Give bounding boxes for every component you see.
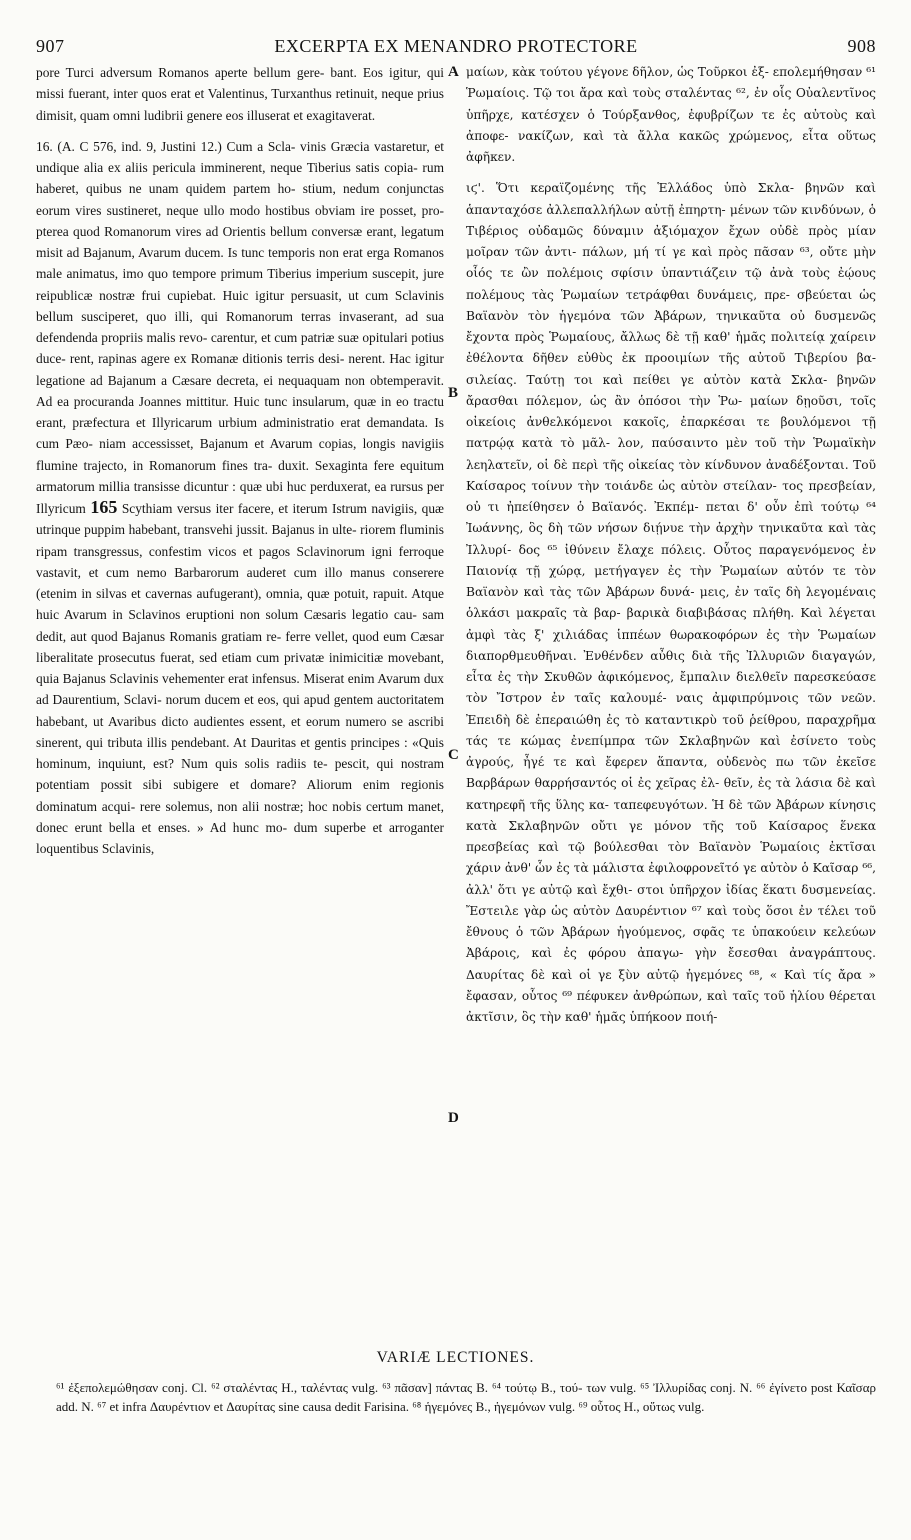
latin-paragraph-2-part-b: Scythiam versus iter facere, et iterum Istrum navigiis, quæ utrinque puppim habebant, transvehi jussit. Bajanus in ulte- riorem fluminis ripam transgressus, confestim vicos et pagos Sclavinorum igni ferroque vastavit, et cum nemo Barbarorum auderet cum illo manus conserere (etenim in silvas et cavernas aufugerant), omnia, quæ potuit, rapuit. Atque huic Avarum in Sclavinos eruptioni non solum Cæsaris legatio cau- sam dedit, aut quod Bajanus Romanis gratiam re- ferre vellet, quod eum Cæsar liberalitate prosecutus fuerat, sed etiam cum privatæ inimicitiæ movebant, quia Bajanus Sclavinis vehementer erat infensus. Miserat enim Avarum dux ad Daurentium, Sclavi- norum ducem et eos, qui apud gentem auctoritatem habebant, ut Avaribus dicto audientes essent, et eorum numero se ascribi sinerent, qui tributa illis pendebant. At Dauritas et gentis principes : «Quis hominum, inquiunt, est? Num quis solis radiis te- pescit, qui nostram potentiam possit sibi subigere et domare? Aliorum enim regionis dominatum acqui- rere solemus, non alii nostræ; hoc nobis certum manet, donec erunt bella et enses. » Ad hunc mo- dum superbe et arroganter loquentibus Sclavinis, xyxy=(36,501,444,856)
greek-column xyxy=(466,62,876,1028)
right-page-number: 908 xyxy=(847,36,876,56)
running-title: EXCERPTA EX MENANDRO PROTECTORE xyxy=(274,36,638,56)
marker-b: B xyxy=(448,385,459,401)
latin-paragraph-1: pore Turci adversum Romanos aperte bellum gere- bant. Eos igitur, qui missi fuerant, inter quos erat et Valentinus, Turxanthus retinuit, neque prius dimisit, quam omni ludibrii genere eos illuserat et exagitaverat. xyxy=(36,65,444,123)
running-header xyxy=(36,36,876,60)
marker-c: C xyxy=(448,747,459,763)
variant-readings-notes: ⁶¹ ἐξεπολεμώθησαν conj. Cl. ⁶² σταλέντας H., ταλέντας vulg. ⁶³ πᾶσαν] πάντας B. ⁶⁴ τούτῳ B., τού- των vulg. ⁶⁵ Ἰλλυρίδας conj. N. ⁶⁶ ἐγίνετο post Καῖσαρ add. N. ⁶⁷ et infra Δαυρέντιον et Δαυρίτας sine causa dedit Farisina. ⁶⁸ ἡγεμόνες B., ἡγεμόνων vulg. ⁶⁹ οὗτος H., οὕτως vulg. xyxy=(56,1380,876,1414)
latin-paragraph-2 xyxy=(36,136,444,860)
latin-paragraph-2-part-a: 16. (A. C 576, ind. 9, Justini 12.) Cum a Scla- vinis Græcia vastaretur, et undique alia ex aliis pericula imminerent, neque Tiberius satis copia- rum haberet, quibus ne unam quidem partem ho- stium, nedum conjunctas eorum vires sustineret, neque ullo modo hostibus obviam ire posset, pro- pterea quod Romanorum vires ad Orientis bellum conversæ erant, legatum misit ad Bajanum, Avarum ducem. Is tunc temporis non erat erga Romanos male animatus, imo quo tempore primum Tiberius imperium suscepit, jure reipublicæ nostræ frui cupiebat. Huic igitur persuasit, ut cum Sclavinis bellum susciperet, quo illi, qui Romanorum terras invaserant, ad sua defendenda propriis malis revo- carentur, et cum patriæ suæ opitulari potius duce- rent, rapinas agere ex Romanæ ditionis terris desi- nerent. Hac igitur legatione ad Bajanum a Cæsare decreta, ei nequaquam non obtemperavit. Ad ea procuranda Joannes mittitur. Huic tunc insularum, quæ in eo tractu erant, præfectura et Illyricarum urbium administratio erat demandata. Is cum Pæo- niam accessisset, Bajanum et Avarum copias, longis navigiis flumine trajecto, in Romanorum fines tra- duxit. Sexaginta fere equitum armatorum millia transisse dicuntur : quæ ubi huc perduxerat, ea rursus per Illyricum xyxy=(36,138,444,516)
marker-a: A xyxy=(448,64,459,80)
inline-page-number: 165 xyxy=(90,497,118,517)
variae-lectiones-title: VARIÆ LECTIONES. xyxy=(376,1349,535,1366)
marker-d: D xyxy=(448,1110,459,1126)
greek-paragraph-2: ιϛ'. Ὅτι κεραϊζομένης τῆς Ἑλλάδος ὑπὸ Σκλα- βηνῶν καὶ ἁπανταχόσε ἀλλεπαλλήλων αὐτῇ ἐπηρτη- μένων τῶν κινδύνων, ὁ Τιβέριος οὐδαμῶς δύναμιν ἀξιόμαχον ἔχων οὐδὲ πρὸς μίαν μοῖραν τῶν ἀντι- πάλων, μή τί γε καὶ πρὸς πᾶσαν ⁶³, οὔτε μὴν οἷός τε ὢν πολέμοις σφίσιν ὑπαντιάζειν τῷ ἀνὰ τοὺς ἐῴους πολέμους τὰς Ῥωμαίων τετράφθαι δυνάμεις, πρε- σβεύεται ὡς Βαϊανὸν τὸν ἡγεμόνα τῶν Ἀβάρων, τηνικαῦτα οὐ δυσμενῶς ἔχοντα πρὸς Ῥωμαίους, ἄλλως δὲ τῇ καθ' ἡμᾶς πολιτείᾳ χαίρειν ἐθέλοντα δῆθεν εὐθὺς ἐκ προοιμίων τῆς αὐτοῦ Τιβερίου βα- σιλείας. Ταύτῃ τοι καὶ πείθει γε αὐτὸν κατὰ Σκλα- βηνῶν ἄρασθαι πόλεμον, ὡς ἂν ὁπόσοι τὴν Ῥω- μαίων δῃοῦσι, τοῖς οἰκείοις ἀνθελκόμενοι κακοῖς, ἐπαρκέσαι τε βουλόμενοι τῇ πατρῴᾳ κατὰ τὸ μᾶλ- λον, παύσαιντο μὲν τοῦ τὴν Ῥωμαϊκὴν λεηλατεῖν, οἱ δὲ περὶ τῆς οἰκείας τὸν κίνδυνον ἀναδέξονται. Τοῦ Καίσαρος τοίνυν τὴν τοιάνδε ὡς αὐτὸν στείλαν- τος πρεσβείαν, οὐ τι ἠπείθησεν ὁ Βαϊανός. Ἐκπέμ- πεται δ' οὖν ἐπὶ τούτῳ ⁶⁴ Ἰωάννης, ὃς δὴ τῶν νήσων διῄνυε τὴν ἀρχὴν τηνικαῦτα καὶ τὰς Ἰλλυρί- δος ⁶⁵ ἰθύνειν ἔλαχε πόλεις. Οὗτος παραγενόμενος ἐν Παιονίᾳ τῇ χώρᾳ, μετήγαγεν ἐς τὴν Ῥωμαίων αὐτόν τε τὸν Βαϊανὸν καὶ τὰς τῶν Ἀβάρων δυνά- μεις, ἐν ταῖς δὴ λεγομέναις ὁλκάσι μακραῖς τὰ βαρ- βαρικὰ διαβιβάσας πλήθη. Καὶ λέγεται ἀμφὶ τὰς ξ' χιλιάδας ἱππέων θωρακοφόρων ἐς τὴν Ῥωμαίων διαπορθμευθῆναι. Ἐνθένδεν αὖθις διὰ τῆς Ἰλλυριῶν διαγαγών, εἶτα ἐς τὴν Σκυθῶν ἀφικόμενος, ἔμπαλιν διελθεῖν παρεσκεύασε τὸν Ἴστρον ἐν ταῖς καλουμέ- ναις ἀμφιπρύμνοις τῶν νεῶν. Ἐπειδὴ δὲ ἐπεραιώθη ἐς τὸ καταντικρὺ τοῦ ῥείθρου, παραχρῆμα τάς τε κώμας ἐνεπίμπρα τῶν Σκλαβηνῶν καὶ ἐσίνετο τοὺς ἀγρούς, ἦγέ τε καὶ ἔφερεν ἅπαντα, οὐδενὸς πω τῶν ἐκεῖσε Βαρβάρων θαρρήσαντός οἱ ἐς χεῖρας ἐλ- θεῖν, ἐς τὰ λάσια δὲ καὶ κατηρεφῆ τῆς ὕλης κα- ταπεφευγότων. Ἡ δὲ τῶν Ἀβάρων κίνησις κατὰ Σκλαβηνῶν οὔτι γε μόνον τῆς τοῦ Καίσαρος ἕνεκα πρεσβείας καὶ τῷ βούλεσθαι τὸν Βαϊανὸν Ῥωμαίοις ἐκτῖσαι χάριν ἀνθ' ὧν ἐς τὰ μάλιστα ἐφιλοφρονεῖτό γε αὐτὸν ὁ Καῖσαρ ⁶⁶, ἀλλ' ὅτι γε αὐτῷ καὶ ἔχθι- στοι ὑπῆρχον ἰδίας ἕκατι δυσμενείας. Ἔστειλε γὰρ ὡς αὐτὸν Δαυρέντιον ⁶⁷ καὶ τοὺς ὅσοι ἐν τέλει τοῦ ἔθνους ὁ τῶν Ἀβάρων ἡγούμενος, σφᾶς τε ὑπακούειν κελεύων Ἀβάροις, καὶ ἐς φόρου ἀπαγω- γὴν ἔσεσθαι ἀναγράπτους. Δαυρίτας δὲ καὶ οἱ γε ξὺν αὐτῷ ἡγεμόνες ⁶⁸, « Καὶ τίς ἄρα » ἔφασαν, οὗτος ⁶⁹ πέφυκεν ἀνθρώπων, καὶ ταῖς τοῦ ἡλίου θέρεται ἀκτῖσιν, ὃς τὴν καθ' ἡμᾶς ὑπήκοον ποιή- xyxy=(466,181,876,1024)
latin-column xyxy=(36,62,444,859)
left-page-number: 907 xyxy=(36,36,65,56)
greek-paragraph-1: μαίων, κὰκ τούτου γέγονε δῆλον, ὡς Τοῦρκοι ἐξ- επολεμήθησαν ⁶¹ Ῥωμαίοις. Τῷ τοι ἄρα καὶ τοὺς σταλέντας ⁶², ἐν οἷς Οὐαλεντῖνος ὑπῆρχε, κατέσχεν ὁ Τούρξανθος, ἐφυβρίζων τε ἐς αὐτοὺς καὶ ἀποφε- νακίζων, καὶ τὰ ἄλλα κακῶς χρώμενος, εἶτα οὕτως ἀφῆκεν. xyxy=(466,65,876,164)
